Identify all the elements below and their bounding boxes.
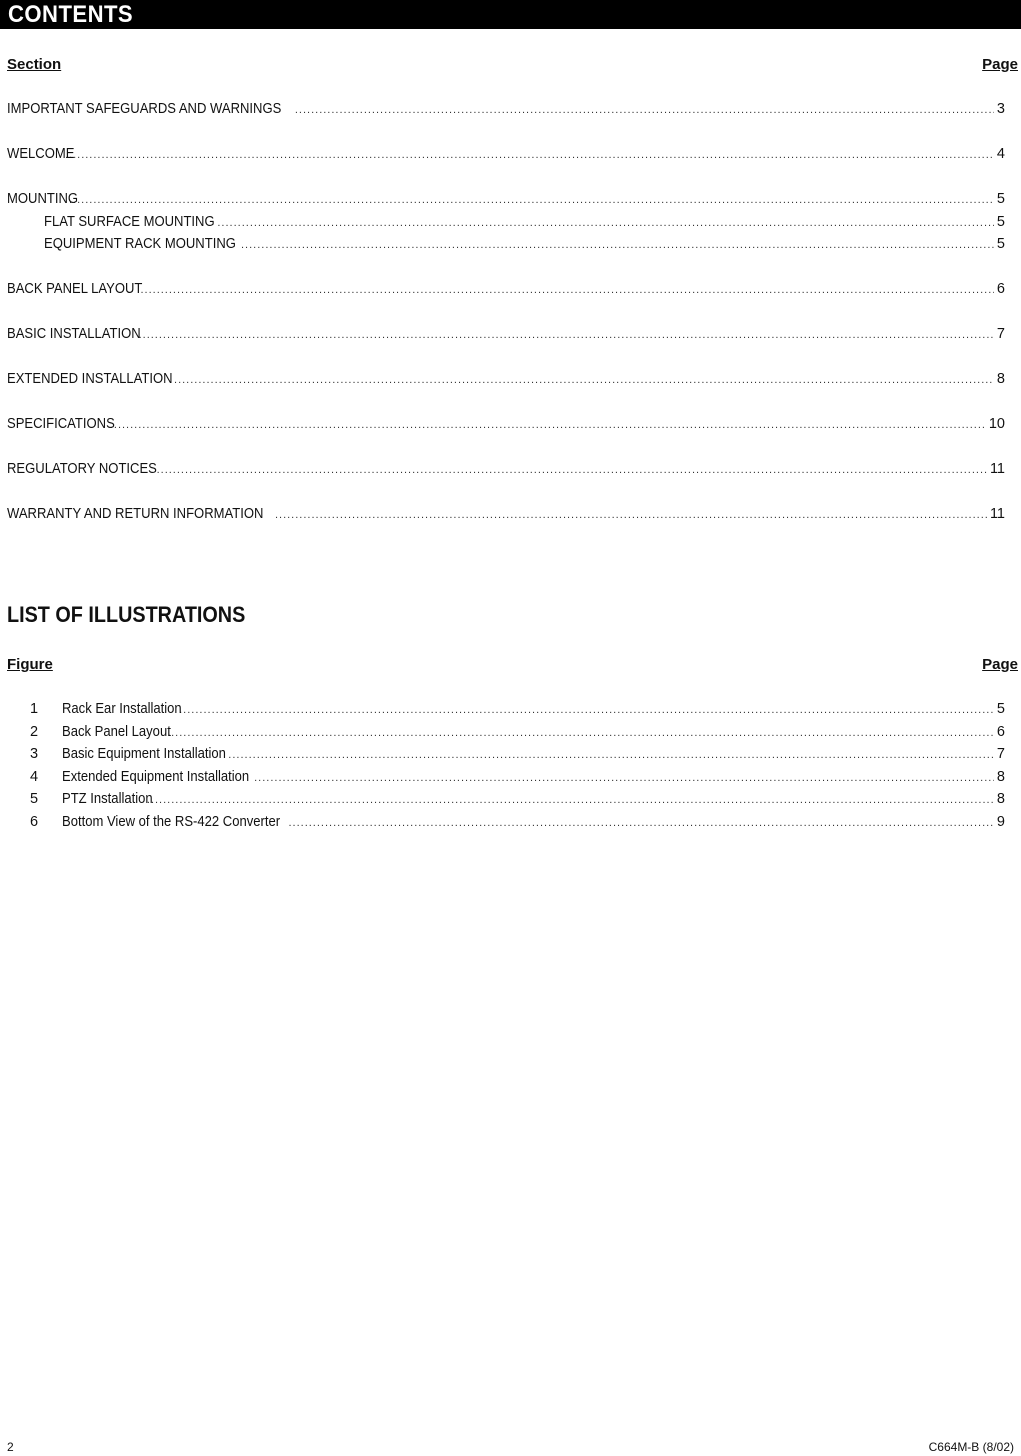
toc-entry-page: 8 <box>996 371 1005 387</box>
figure-column-header: Figure <box>7 656 53 673</box>
toc-entry-page: 11 <box>989 461 1005 477</box>
toc-subentry[interactable] <box>44 213 1005 231</box>
toc-entry[interactable] <box>7 370 1005 388</box>
toc-entry-page: 5 <box>996 214 1005 230</box>
dot-leader <box>241 236 994 254</box>
figure-entry-page: 5 <box>996 701 1005 717</box>
toc-entry[interactable] <box>7 280 1005 298</box>
footer-page-number: 2 <box>7 1440 14 1454</box>
toc-entry-label: FLAT SURFACE MOUNTING <box>44 214 215 230</box>
figure-entry[interactable] <box>62 700 1005 718</box>
dot-leader <box>140 281 993 299</box>
figure-entry-label: Extended Equipment Installation <box>62 769 250 785</box>
figure-entry-page: 8 <box>996 791 1005 807</box>
toc-entry[interactable] <box>7 460 1005 478</box>
dot-leader <box>288 814 993 832</box>
figure-entry[interactable] <box>62 813 1005 831</box>
figure-page-column-header: Page <box>982 656 1018 673</box>
toc-entry-label: WELCOME <box>7 146 75 162</box>
dot-leader <box>157 461 987 479</box>
toc-entry[interactable] <box>7 415 1005 433</box>
figure-number: 1 <box>30 701 39 717</box>
dot-leader <box>217 214 994 232</box>
dot-leader <box>254 769 994 787</box>
toc-entry-label: EXTENDED INSTALLATION <box>7 371 173 387</box>
toc-entry-label: SPECIFICATIONS <box>7 416 115 432</box>
figure-entry-page: 9 <box>996 814 1005 830</box>
toc-entry[interactable] <box>7 325 1005 343</box>
toc-entry-label: REGULATORY NOTICES <box>7 461 157 477</box>
figure-entry-page: 7 <box>996 746 1005 762</box>
toc-subentry[interactable] <box>44 235 1005 253</box>
figure-entry-page: 8 <box>996 769 1005 785</box>
page-column-header: Page <box>982 56 1018 73</box>
dot-leader <box>69 191 994 209</box>
toc-entry-label: BASIC INSTALLATION <box>7 326 141 342</box>
toc-entry-page: 10 <box>988 416 1005 432</box>
toc-entry[interactable] <box>7 505 1005 523</box>
dot-leader <box>167 724 994 742</box>
dot-leader <box>275 506 987 524</box>
toc-entry[interactable] <box>7 100 1005 118</box>
toc-entry-label: BACK PANEL LAYOUT <box>7 281 143 297</box>
section-column-header: Section <box>7 56 62 73</box>
toc-entry-page: 7 <box>996 326 1005 342</box>
toc-entry-page: 11 <box>989 506 1005 522</box>
contents-title: CONTENTS <box>8 1 134 28</box>
figure-entry[interactable] <box>62 790 1005 808</box>
toc-entry-page: 5 <box>996 191 1005 207</box>
figure-entry-label: Bottom View of the RS-422 Converter <box>62 814 281 830</box>
dot-leader <box>174 371 994 389</box>
toc-entry-page: 6 <box>996 281 1005 297</box>
figure-number: 4 <box>30 769 39 785</box>
figure-entry[interactable] <box>62 768 1005 786</box>
illustrations-title: LIST OF ILLUSTRATIONS <box>7 602 246 627</box>
figure-entry-label: PTZ Installation <box>62 791 153 807</box>
figure-entry-label: Basic Equipment Installation <box>62 746 226 762</box>
dot-leader <box>65 146 994 164</box>
toc-entry-label: MOUNTING <box>7 191 79 207</box>
figure-number: 6 <box>30 814 39 830</box>
figure-entry-page: 6 <box>996 724 1005 740</box>
figure-number: 3 <box>30 746 39 762</box>
figure-number: 5 <box>30 791 39 807</box>
dot-leader <box>295 101 994 119</box>
toc-entry-page: 3 <box>996 101 1005 117</box>
dot-leader <box>179 701 994 719</box>
figure-number: 2 <box>30 724 39 740</box>
dot-leader <box>139 326 994 344</box>
figure-entry-label: Back Panel Layout <box>62 724 171 740</box>
figure-entry[interactable] <box>62 723 1005 741</box>
toc-entry-label: EQUIPMENT RACK MOUNTING <box>44 236 236 252</box>
toc-entry-page: 5 <box>996 236 1005 252</box>
contents-banner <box>0 0 1021 29</box>
footer-doc-code: C664M-B (8/02) <box>928 1440 1014 1454</box>
figure-entry[interactable] <box>62 745 1005 763</box>
dot-leader <box>110 416 986 434</box>
toc-entry[interactable] <box>7 145 1005 163</box>
figure-entry-label: Rack Ear Installation <box>62 701 182 717</box>
dot-leader <box>147 791 994 809</box>
toc-entry-label: WARRANTY AND RETURN INFORMATION <box>7 506 264 522</box>
toc-entry-label: IMPORTANT SAFEGUARDS AND WARNINGS <box>7 101 282 117</box>
toc-entry[interactable] <box>7 190 1005 208</box>
dot-leader <box>228 746 994 764</box>
toc-entry-page: 4 <box>996 146 1005 162</box>
